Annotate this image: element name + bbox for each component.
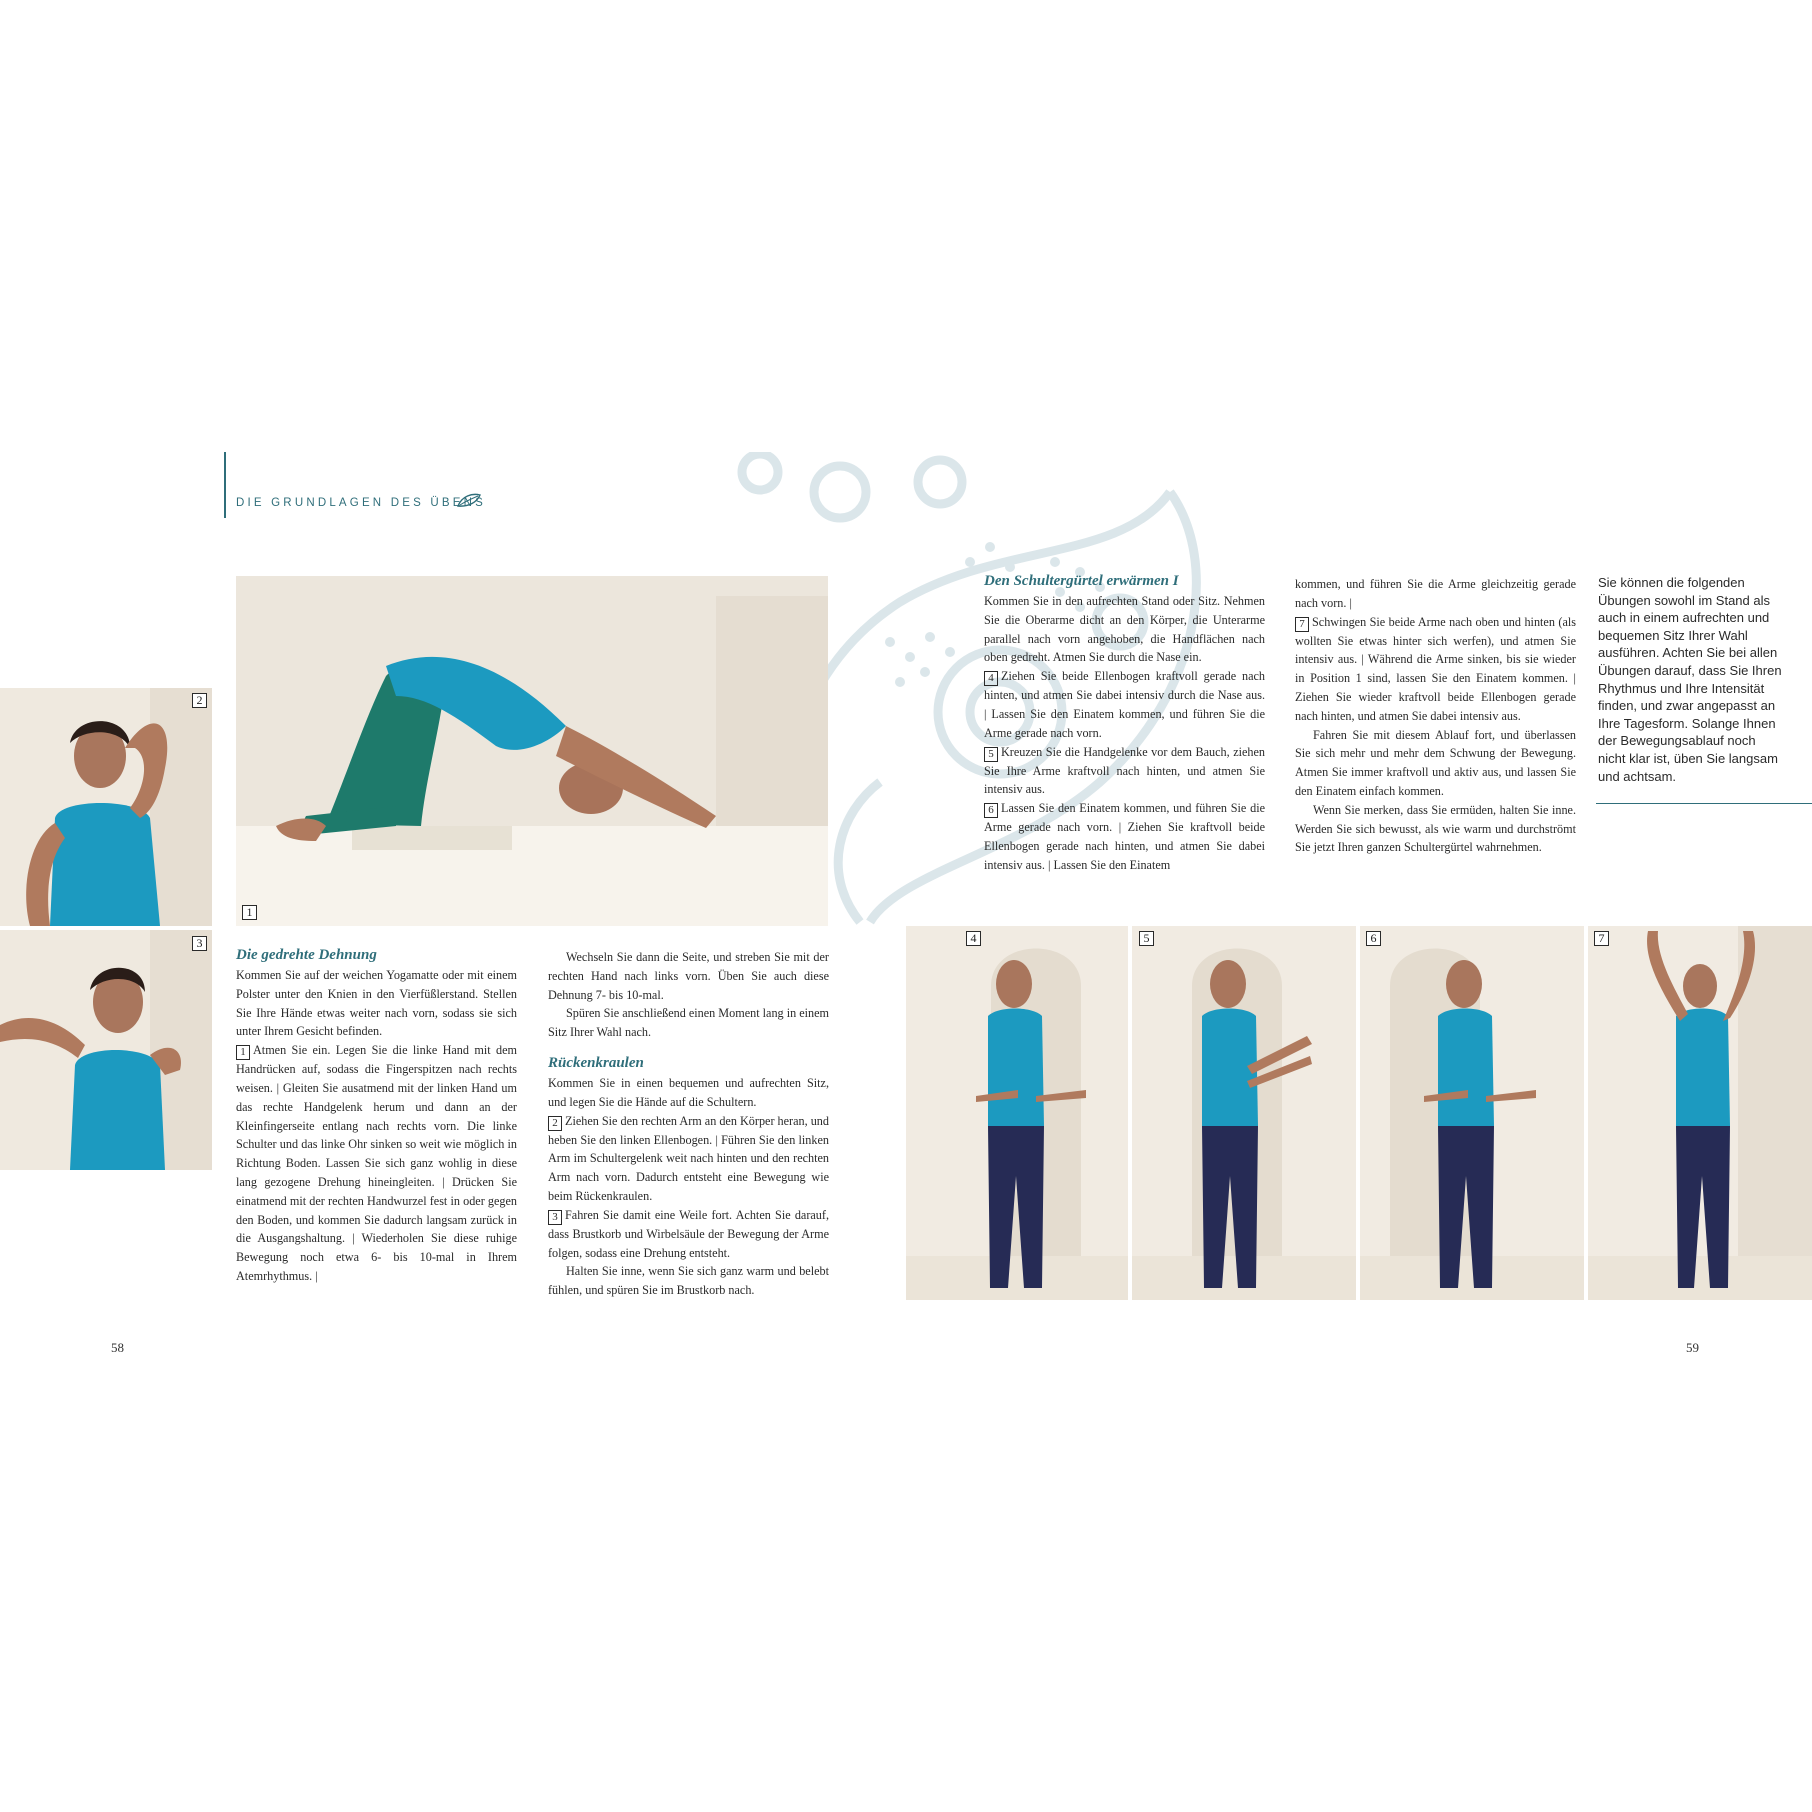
- step-text: Ziehen Sie den rechten Arm an den Körper heran, und heben Sie den linken Ellenbogen. | Führen Sie den linken Arm im Schultergelenk weit nach hinten und den rechten Arm nach vorn. Dadurch entsteht eine Bewegung wie beim Rückenkraulen.: [548, 1113, 829, 1203]
- paragraph: Kommen Sie in den aufrechten Stand oder Sitz. Nehmen Sie die Oberarme dicht an den Körper, die Unterarme parallel nach vorn angehoben, die Handflächen nach oben gedreht. Atmen Sie durch die Nase ein.: [984, 594, 1265, 665]
- step-number: 1: [236, 1045, 250, 1060]
- paragraph: Fahren Sie mit diesem Ablauf fort, und überlassen Sie sich mehr und mehr dem Schwung der Bewegung. Atmen Sie immer kraftvoll und aktiv aus, und lassen Sie den Einatem einfach kommen.: [1295, 727, 1576, 798]
- step-paragraph-2: [548, 1112, 829, 1206]
- section-heading-gedrehte-dehnung: Die gedrehte Dehnung: [236, 947, 377, 963]
- step-paragraph-5: [984, 743, 1265, 800]
- step-text: Fahren Sie damit eine Weile fort. Achten Sie darauf, dass Brustkorb und Wirbelsäule der Bewegung der Arme folgen, sodass eine Drehung entsteht.: [548, 1207, 829, 1260]
- step-text: Ziehen Sie beide Ellenbogen kraftvoll gerade nach hinten, und atmen Sie dabei intensiv durch die Nase aus. | Lassen Sie den Einatem kommen, und führen Sie die Arme gerade nach vorn.: [984, 669, 1265, 740]
- paragraph: Halten Sie inne, wenn Sie sich ganz warm und belebt fühlen, und spüren Sie im Brustkorb nach.: [548, 1264, 829, 1298]
- step-paragraph-1: [236, 1041, 517, 1286]
- step-text: Schwingen Sie beide Arme nach oben und hinten (als wollten Sie etwas hinter sich werfen), und atmen Sie intensiv aus. | Während die Arme sinken, bis sie wieder in Position 1 sind, lassen Sie den Einatem kommen. | Ziehen Sie wieder kraftvoll beide Ellenbogen gerade nach hinten, und atmen Sie dabei intensiv aus.: [1295, 614, 1576, 723]
- section-heading-rueckenkraulen: Rückenkraulen: [548, 1054, 644, 1071]
- paragraph: Kommen Sie in einen bequemen und aufrechten Sitz, und legen Sie die Hände auf die Schultern.: [548, 1075, 829, 1109]
- step-text: Atmen Sie ein. Legen Sie die linke Hand mit dem Handrücken auf, sodass die Fingerspitzen nach rechts weisen. | Gleiten Sie ausatmend mit der linken Hand um das rechte Handgelenk herum und dann an der Kleinfingerseite entlang nach rechts vorn. Die linke Schulter und das linke Ohr sinken so weit wie möglich in Richtung Boden. Lassen Sie sich ganz wohlig in diese lang gezogene Drehung hineingleiten. | Drücken Sie einatmend mit der rechten Handwurzel fest in oder gegen den Boden, und kommen Sie dadurch langsam zurück in die Ausgangshaltung. | Wiederholen Sie diese ruhige Bewegung noch etwa 6- bis 10-mal in Ihrem Atemrhythmus. |: [236, 1043, 517, 1283]
- photo-5-man-crossed-wrists: [1132, 926, 1356, 1300]
- photo-6-man-palms-up: [1360, 926, 1584, 1300]
- step-number: 5: [984, 747, 998, 762]
- figure-number-1: 1: [242, 905, 257, 920]
- section-heading-schultergürtel: Den Schultergürtel erwärmen I: [984, 573, 1179, 589]
- sidebar-note: Sie können die folgenden Übungen sowohl im Stand als auch in einem aufrechten und bequemen Sitz Ihrer Wahl ausführen. Achten Sie bei allen Übungen darauf, dass Sie Ihren Rhythmus und Ihre Intensität finden, und zwar angepasst an Ihre Tagesform. Solange Ihnen der Bewegungsablauf noch nicht klar ist, üben Sie langsam und achtsam.: [1598, 575, 1782, 784]
- text-column-2: [548, 948, 829, 1300]
- photo-4-man-palms-up: [906, 926, 1128, 1300]
- step-number: 7: [1295, 617, 1309, 632]
- paragraph: Wenn Sie merken, dass Sie ermüden, halten Sie inne. Werden Sie sich bewusst, als wie warm und durchströmt Sie jetzt Ihren ganzen Schultergürtel wahrnehmen.: [1295, 802, 1576, 855]
- step-paragraph-7: [1295, 613, 1576, 726]
- step-number: 4: [984, 671, 998, 686]
- page-number-right: 59: [1686, 1340, 1699, 1355]
- photo-7-man-arms-raised: [1588, 926, 1812, 1300]
- page-number-left: 58: [111, 1340, 124, 1355]
- running-head: DIE GRUNDLAGEN DES ÜBENS: [236, 497, 486, 509]
- text-column-1: [236, 944, 517, 1286]
- figure-number-3: 3: [192, 936, 207, 951]
- photo-2-woman-arm-behind-head: [0, 688, 212, 926]
- paragraph: kommen, und führen Sie die Arme gleichzeitig gerade nach vorn. |: [1295, 577, 1576, 610]
- sidebar-rule: [1596, 803, 1812, 804]
- step-number: 6: [984, 803, 998, 818]
- figure-number-4: 4: [966, 931, 981, 946]
- header-rule: [224, 452, 226, 518]
- step-number: 2: [548, 1116, 562, 1131]
- photo-3-woman-hands-on-shoulders: [0, 930, 212, 1170]
- text-column-3: [984, 570, 1265, 875]
- text-column-4: [1295, 575, 1576, 857]
- figure-number-7: 7: [1594, 931, 1609, 946]
- paragraph: Wechseln Sie dann die Seite, und streben Sie mit der rechten Hand nach links vorn. Üben Sie auch diese Dehnung 7- bis 10-mal.: [548, 950, 829, 1002]
- paragraph: Spüren Sie anschließend einen Moment lang in einem Sitz Ihrer Wahl nach.: [548, 1006, 829, 1040]
- step-paragraph-3: [548, 1206, 829, 1263]
- step-text: Lassen Sie den Einatem kommen, und führen Sie die Arme gerade nach vorn. | Ziehen Sie kraftvoll beide Ellenbogen gerade nach hinten, und atmen Sie dabei intensiv aus. | Lassen Sie den Einatem: [984, 801, 1265, 872]
- figure-number-5: 5: [1139, 931, 1154, 946]
- paragraph: Kommen Sie auf der weichen Yogamatte oder mit einem Polster unter den Knien in den Vierfüßlerstand. Stellen Sie Ihre Hände etwas weiter nach vorn, sodass sie sich unter Ihrem Gesicht befinden.: [236, 968, 517, 1039]
- step-paragraph-6: [984, 799, 1265, 874]
- figure-number-2: 2: [192, 693, 207, 708]
- photo-1-kneeling-twist: [236, 576, 828, 926]
- figure-number-6: 6: [1366, 931, 1381, 946]
- step-number: 3: [548, 1210, 562, 1225]
- step-text: Kreuzen Sie die Handgelenke vor dem Bauch, ziehen Sie Ihre Arme kraftvoll nach hinten, und atmen Sie intensiv aus.: [984, 744, 1265, 797]
- leaf-icon: [456, 492, 482, 510]
- step-paragraph-4: [984, 667, 1265, 742]
